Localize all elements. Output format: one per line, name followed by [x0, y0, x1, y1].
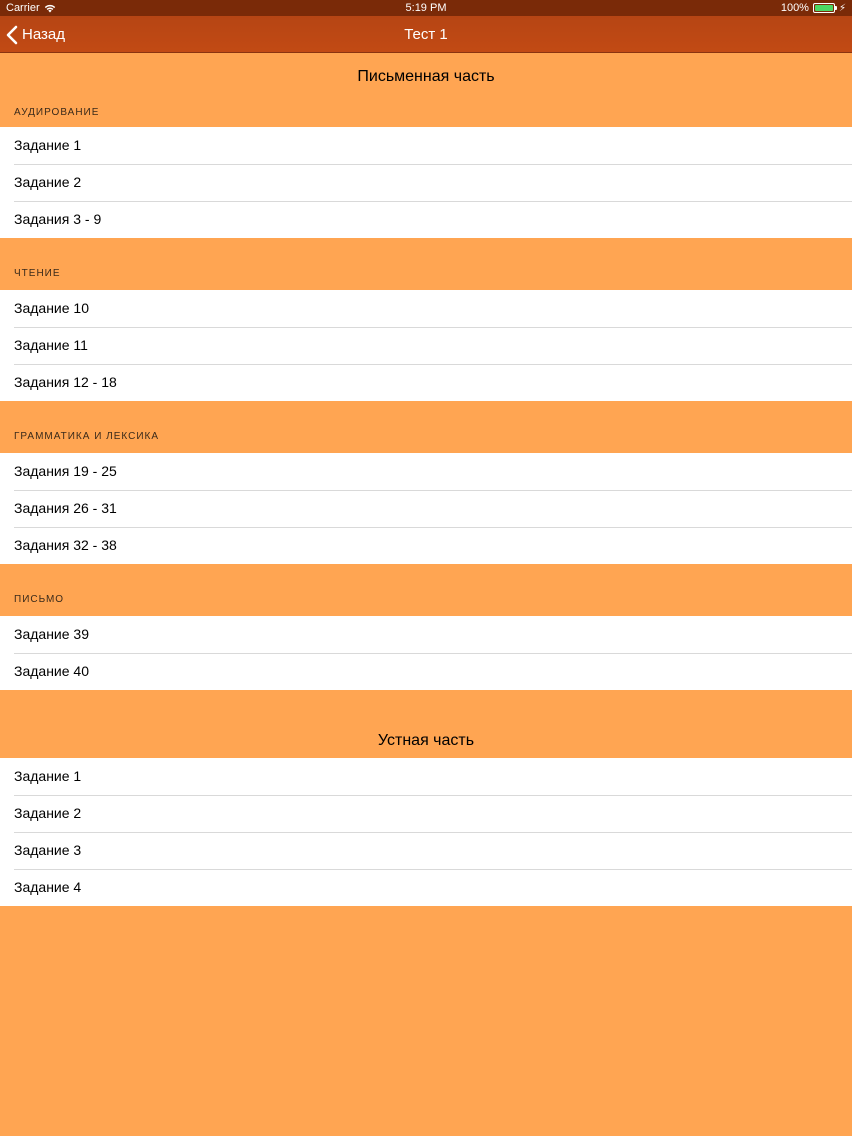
charging-icon: ⚡: [838, 2, 846, 14]
list-item[interactable]: Задание 11: [0, 327, 852, 364]
list-item[interactable]: Задание 10: [0, 290, 852, 327]
page-title: Тест 1: [404, 26, 448, 43]
clock: 5:19 PM: [405, 2, 447, 14]
status-bar: [0, 0, 852, 16]
battery-indicator: [781, 2, 846, 14]
list-item[interactable]: Задание 1: [0, 758, 852, 795]
battery-icon: [813, 3, 835, 13]
list-item[interactable]: Задание 4: [0, 869, 852, 906]
list-item[interactable]: Задание 2: [0, 164, 852, 201]
section-header-grammar: ГРАММАТИКА И ЛЕКСИКА: [14, 431, 160, 442]
section-writing: [0, 616, 852, 690]
list-item[interactable]: Задание 40: [0, 653, 852, 690]
battery-percent: 100%: [780, 2, 809, 14]
carrier-label: Carrier: [6, 2, 40, 14]
list-item[interactable]: Задание 39: [0, 616, 852, 653]
written-part-title: Письменная часть: [357, 68, 495, 85]
section-header-listening: АУДИРОВАНИЕ: [14, 107, 100, 118]
section-listening: [0, 127, 852, 238]
navigation-bar: [0, 16, 852, 53]
list-item[interactable]: Задания 26 - 31: [0, 490, 852, 527]
back-button-label: Назад: [22, 26, 65, 43]
list-item[interactable]: Задание 3: [0, 832, 852, 869]
section-oral: [0, 758, 852, 906]
section-header-writing: ПИСЬМО: [14, 594, 65, 605]
oral-part-title: Устная часть: [377, 732, 475, 749]
section-reading: [0, 290, 852, 401]
list-item[interactable]: Задание 1: [0, 127, 852, 164]
section-grammar: [0, 453, 852, 564]
task-list: [0, 53, 852, 906]
section-header-reading: ЧТЕНИЕ: [14, 268, 61, 279]
list-item[interactable]: Задания 19 - 25: [0, 453, 852, 490]
list-item[interactable]: Задания 3 - 9: [0, 201, 852, 238]
list-item[interactable]: Задания 12 - 18: [0, 364, 852, 401]
list-item[interactable]: Задание 2: [0, 795, 852, 832]
list-item[interactable]: Задания 32 - 38: [0, 527, 852, 564]
